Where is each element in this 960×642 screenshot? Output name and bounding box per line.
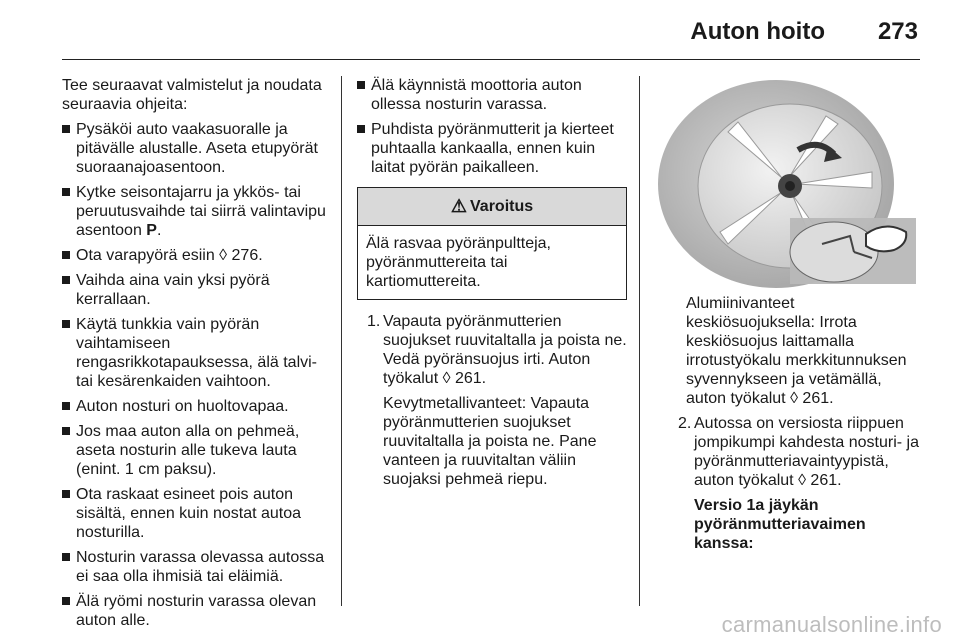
subheading: Versio 1a jäykän pyöränmutteriavaimen kanssa: [694, 497, 866, 552]
watermark: carmanualsonline.info [721, 612, 942, 637]
list-item: Vaihda aina vain yksi pyörä kerrallaan. [62, 271, 328, 309]
list-item: Ota varapyörä esiin ◊ 276. [62, 246, 328, 265]
step-text: Autossa on versiosta riippuen jompikumpi kahdesta nosturi- ja pyöränmutteriavaintyypistä, auton työkalut ◊ 261. [694, 415, 919, 489]
column-divider [341, 76, 342, 606]
step-number: 1. [367, 313, 381, 330]
warning-title: Varoitus [470, 198, 534, 215]
figure-caption: Alumiinivanteet keskiösuojuksella: Irrota keskiösuojus laittamalla irrotustyökalu merkkitunnuksen syvennykseen ja vetämällä, auton työkalut ◊ 261. [686, 295, 907, 407]
intro-text: Tee seuraavat valmistelut ja noudata seuraavia ohjeita: [62, 77, 322, 113]
list-item: Pysäköi auto vaakasuoralle ja pitävälle alustalle. Aseta etupyörät suoraanajoasentoon. [62, 120, 328, 177]
list-item: Älä käynnistä moottoria auton ollessa nosturin varassa. [357, 76, 627, 114]
list-item: Nosturin varassa olevassa autossa ei saa olla ihmisiä tai eläimiä. [62, 548, 328, 586]
list-item: Jos maa auton alla on pehmeä, aseta nosturin alle tukeva lauta (enint. 1 cm paksu). [62, 422, 328, 479]
list-item: Kytke seisontajarru ja ykkös- tai peruutusvaihde tai siirrä valintavipu asentoon P. [62, 183, 328, 240]
list-item: Puhdista pyöränmutterit ja kierteet puhtaalla kankaalla, ennen kuin laitat pyörän paikalleen. [357, 120, 627, 177]
warning-icon: ⚠ [450, 196, 467, 216]
warning-box [357, 187, 627, 300]
warning-text: Älä rasvaa pyöränpultteja, pyöränmuttereita tai kartiomuttereita. [366, 235, 551, 290]
warning-header [358, 188, 626, 226]
list-item: Älä ryömi nosturin varassa olevan auton alle. [62, 592, 328, 630]
section-title: Auton hoito [690, 18, 825, 45]
column-right [668, 294, 920, 559]
step-item [357, 312, 627, 388]
column-left [62, 76, 328, 636]
step-item [668, 414, 920, 490]
page-number: 273 [877, 18, 918, 45]
column-middle [357, 76, 627, 495]
step-text: Vapauta pyöränmutterien suojukset ruuvitaltalla ja poista ne. Vedä pyöränsuojus irti. Auton työkalut ◊ 261. [383, 313, 627, 387]
step-subtext: Kevytmetallivanteet: Vapauta pyöränmutterien suojukset ruuvitaltalla ja poista ne. Pane vanteen ja ruuvitaltan väliin suojaksi pehmeä riepu. [383, 395, 597, 488]
page-header [62, 14, 920, 60]
list-item: Ota raskaat esineet pois auton sisältä, ennen kuin nostat autoa nosturilla. [62, 485, 328, 542]
list-item: Auton nosturi on huoltovapaa. [62, 397, 328, 416]
list-item: Käytä tunkkia vain pyörän vaihtamiseen rengasrikkotapauksessa, älä talvi- tai kesärenkaiden vaihtoon. [62, 315, 328, 391]
column-divider [639, 76, 640, 606]
wheel-illustration [658, 76, 920, 288]
step-number: 2. [678, 415, 692, 432]
